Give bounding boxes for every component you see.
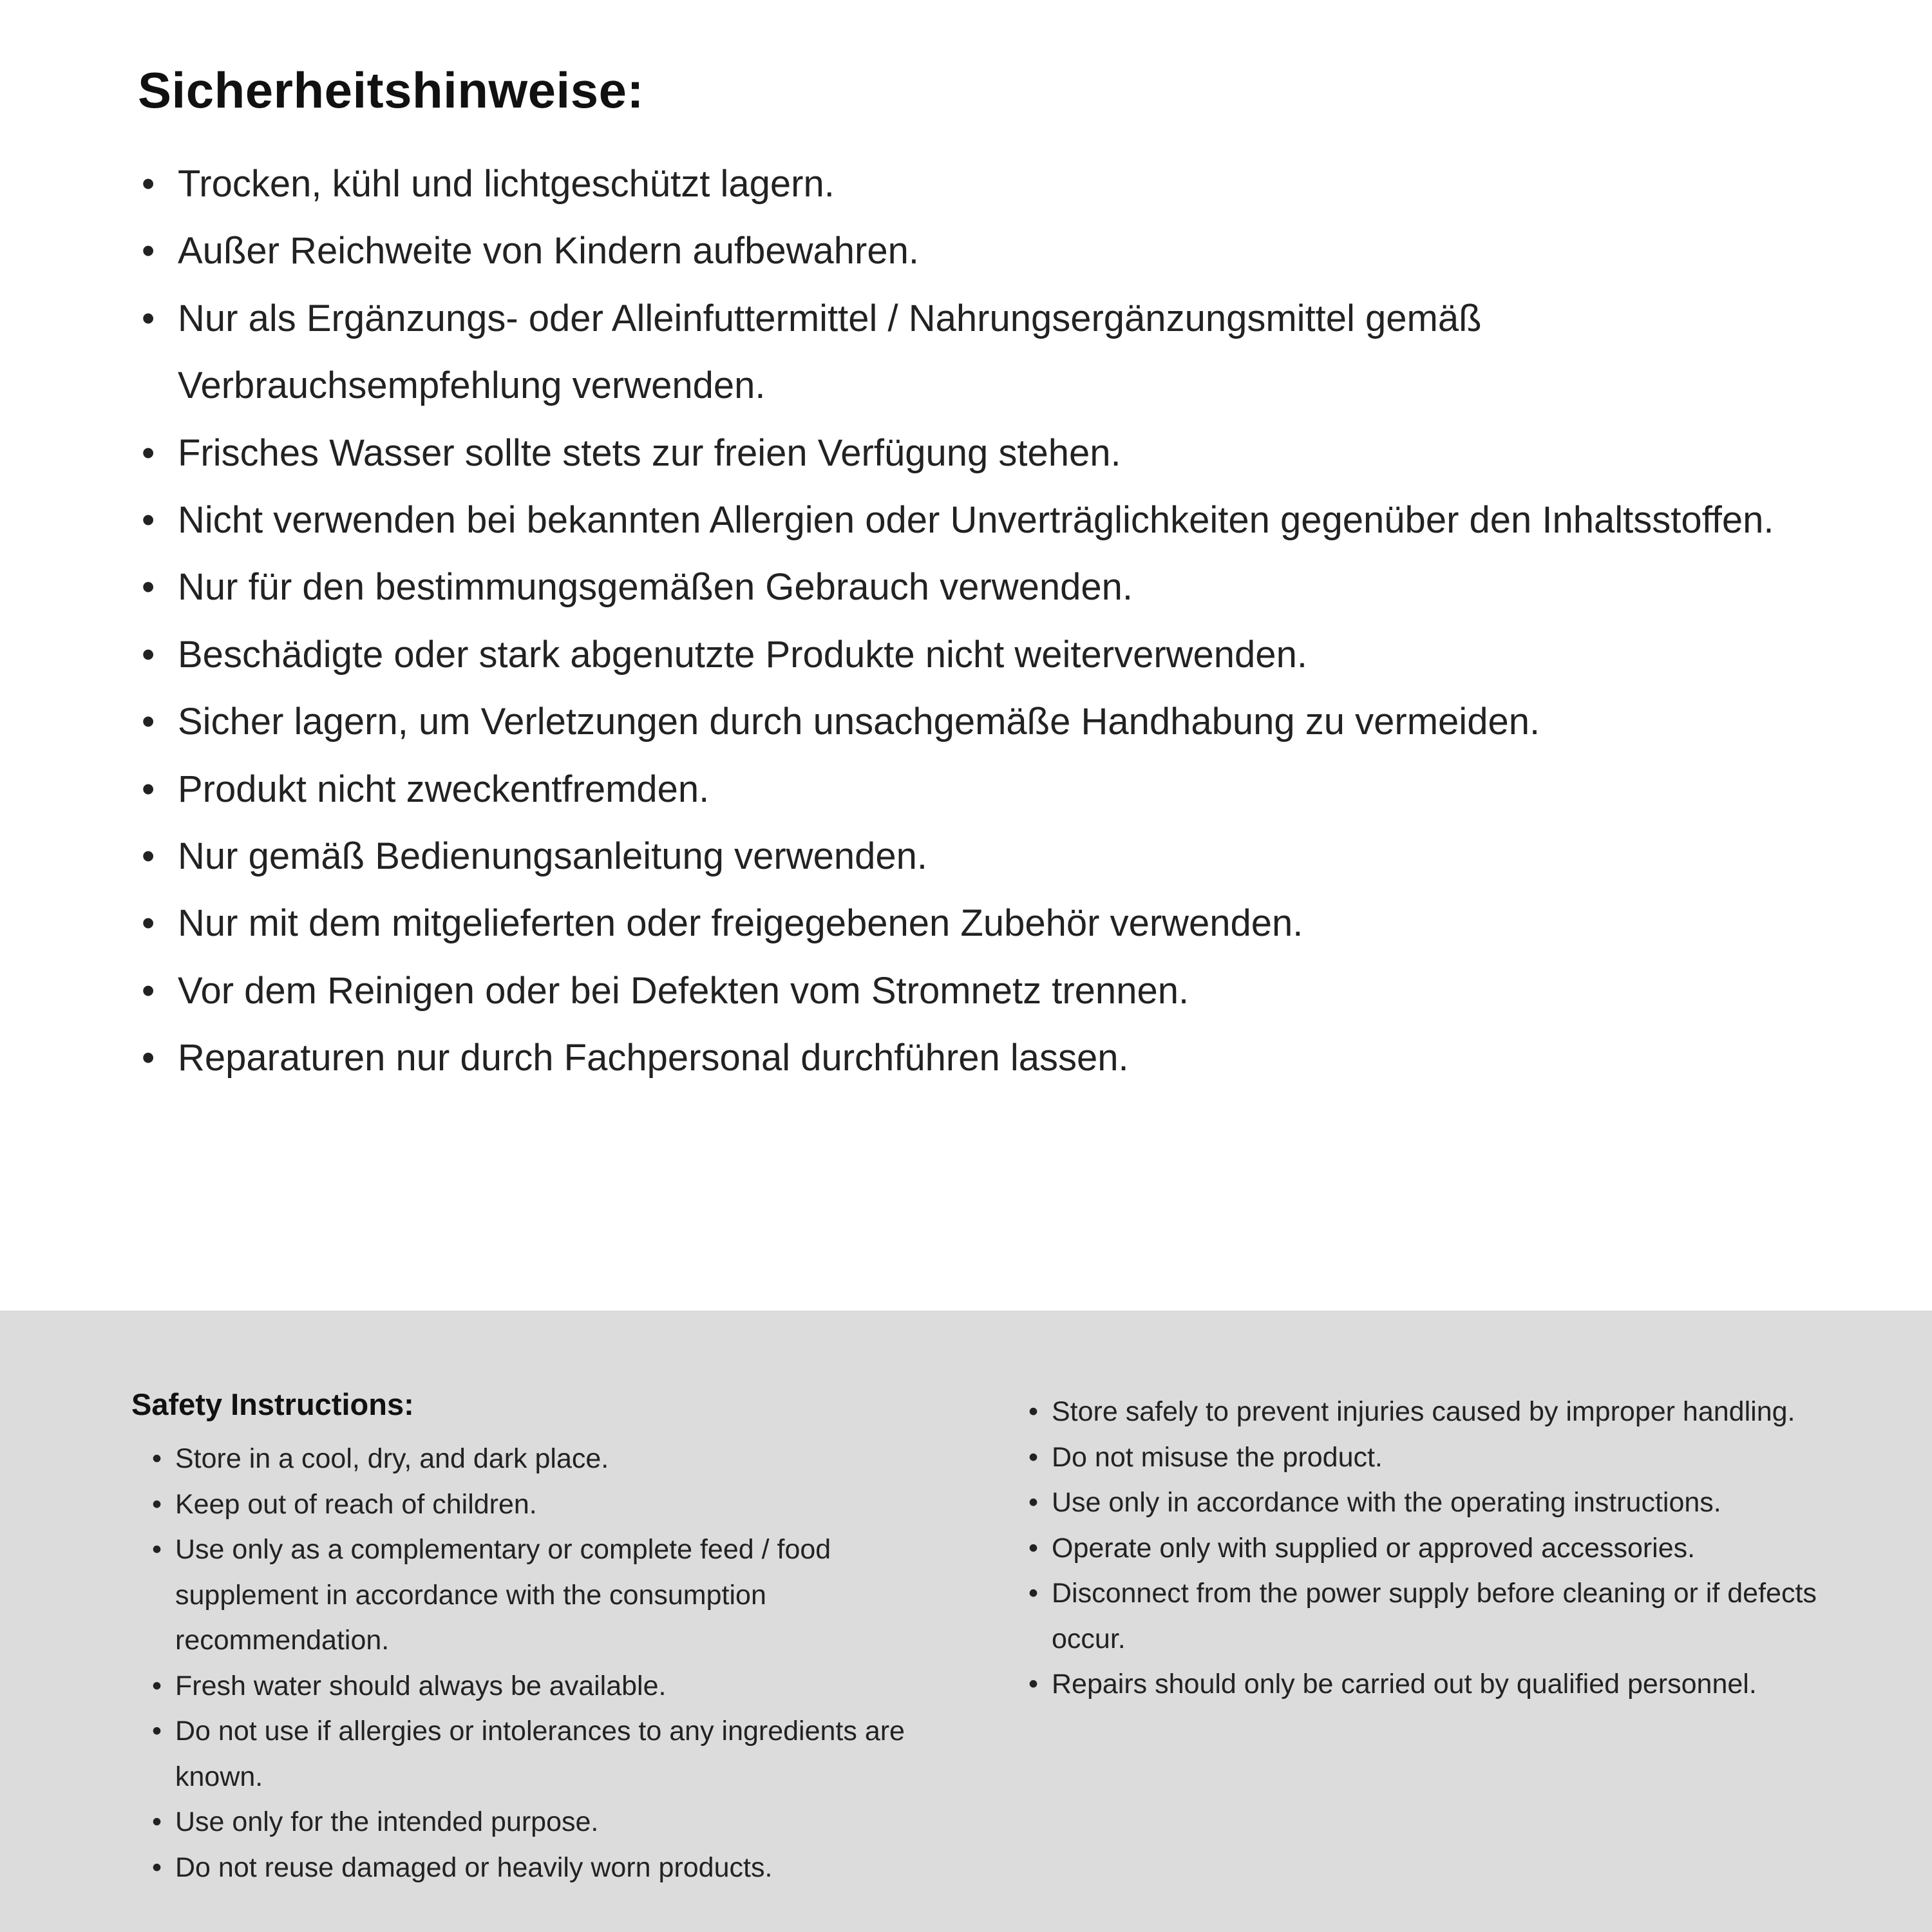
safety-item: • Use only for the intended purpose.	[146, 1799, 938, 1845]
safety-item: • Do not reuse damaged or heavily worn products.	[146, 1845, 938, 1891]
safety-item: • Do not misuse the product.	[1022, 1435, 1829, 1481]
english-safety-right-column	[1022, 1387, 1829, 1707]
safety-item: • Do not use if allergies or intolerances to any ingredients are known.	[146, 1709, 938, 1799]
safety-item: • Frisches Wasser sollte stets zur freien Verfügung stehen.	[138, 420, 1823, 487]
english-safety-left-column	[131, 1387, 938, 1890]
safety-item: • Fresh water should always be available.	[146, 1663, 938, 1709]
safety-item: • Nicht verwenden bei bekannten Allergien oder Unverträglichkeiten gegenüber den Inhaltsstoffen.	[138, 487, 1823, 554]
german-safety-heading: Sicherheitshinweise:	[138, 62, 644, 118]
english-safety-list-right	[1022, 1389, 1829, 1707]
safety-item: • Trocken, kühl und lichtgeschützt lagern.	[138, 151, 1823, 218]
safety-item: • Use only in accordance with the operating instructions.	[1022, 1480, 1829, 1526]
safety-item: • Reparaturen nur durch Fachpersonal durchführen lassen.	[138, 1025, 1823, 1092]
safety-item: • Vor dem Reinigen oder bei Defekten vom Stromnetz trennen.	[138, 958, 1823, 1025]
safety-item: • Disconnect from the power supply before cleaning or if defects occur.	[1022, 1571, 1829, 1662]
english-safety-list-left	[131, 1436, 938, 1890]
safety-item: • Use only as a complementary or complete feed / food supplement in accordance with the consumption recommendation.	[146, 1527, 938, 1663]
safety-item: • Keep out of reach of children.	[146, 1482, 938, 1528]
safety-item: • Operate only with supplied or approved accessories.	[1022, 1526, 1829, 1571]
safety-item: • Produkt nicht zweckentfremden.	[138, 756, 1823, 823]
safety-item: • Store safely to prevent injuries caused by improper handling.	[1022, 1389, 1829, 1435]
german-safety-list	[138, 151, 1823, 1092]
safety-item: • Beschädigte oder stark abgenutzte Produkte nicht weiterverwenden.	[138, 621, 1823, 688]
english-safety-heading: Safety Instructions:	[131, 1387, 414, 1421]
safety-item: • Sicher lagern, um Verletzungen durch unsachgemäße Handhabung zu vermeiden.	[138, 688, 1823, 755]
safety-item: • Nur als Ergänzungs- oder Alleinfuttermittel / Nahrungsergänzungsmittel gemäß Verbrauchsempfehlung verwenden.	[138, 285, 1823, 420]
safety-item: • Nur gemäß Bedienungsanleitung verwenden.	[138, 823, 1823, 890]
safety-item: • Repairs should only be carried out by qualified personnel.	[1022, 1662, 1829, 1707]
safety-item: • Nur mit dem mitgelieferten oder freigegebenen Zubehör verwenden.	[138, 890, 1823, 957]
english-safety-section	[0, 1311, 1932, 1932]
safety-item: • Außer Reichweite von Kindern aufbewahren.	[138, 218, 1823, 285]
safety-item: • Nur für den bestimmungsgemäßen Gebrauch verwenden.	[138, 554, 1823, 621]
safety-item: • Store in a cool, dry, and dark place.	[146, 1436, 938, 1482]
